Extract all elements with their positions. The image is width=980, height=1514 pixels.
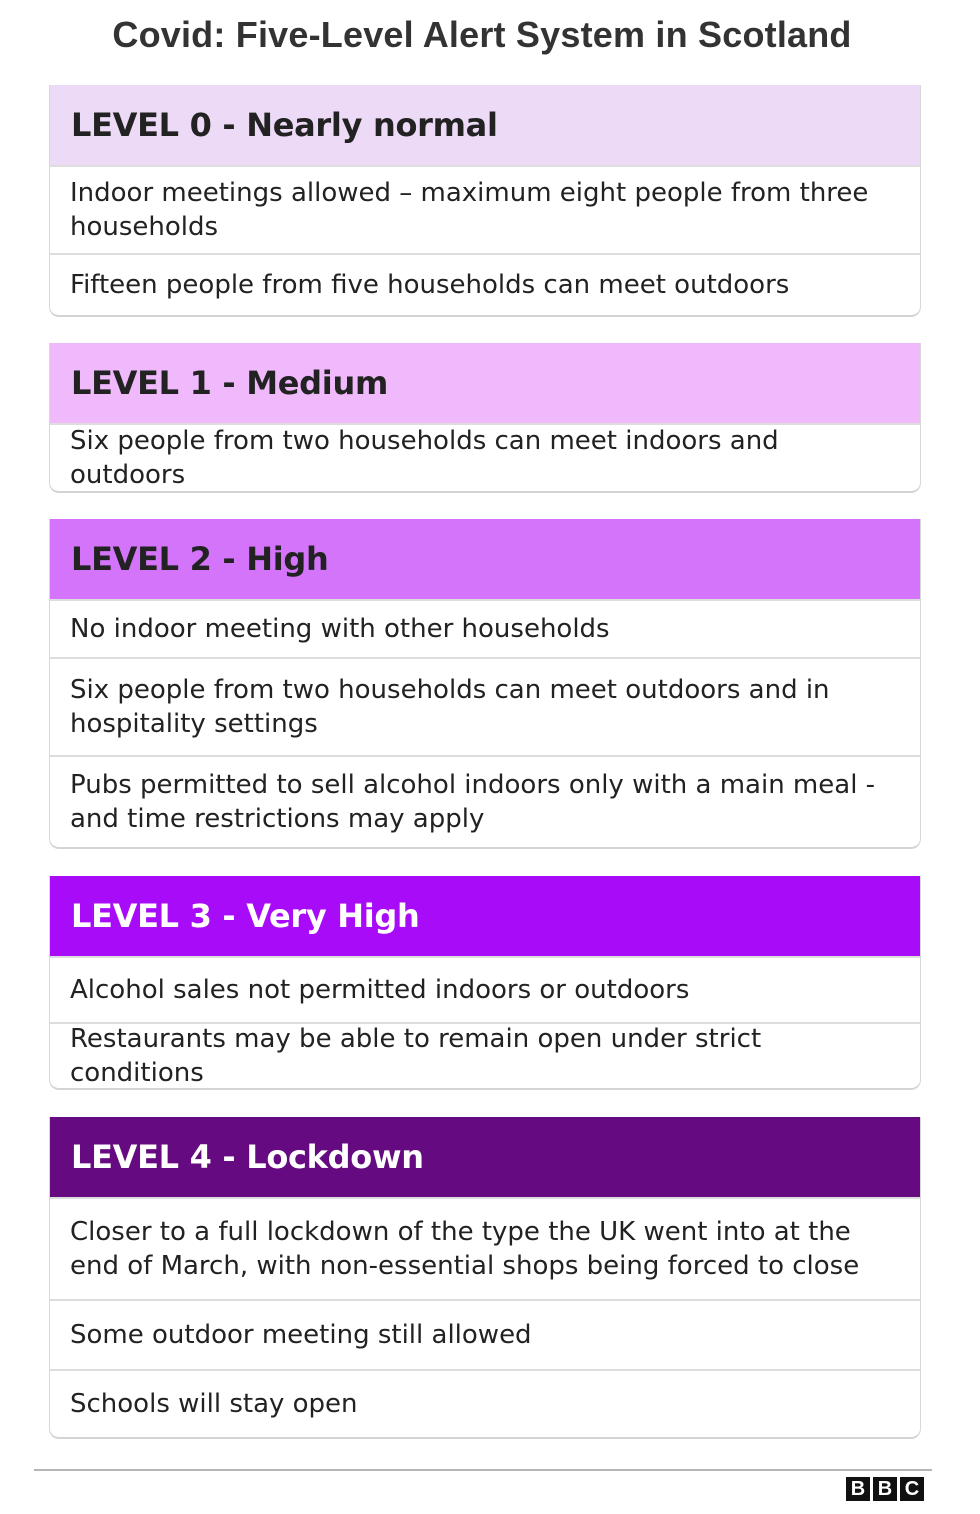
level-4-rule-2: Some outdoor meeting still allowed — [50, 1299, 920, 1369]
level-2-header: LEVEL 2 - High — [50, 519, 920, 599]
bbc-logo-block: B — [846, 1477, 870, 1501]
level-4-card — [49, 1117, 921, 1439]
level-4-rule-3: Schools will stay open — [50, 1369, 920, 1437]
level-3-header: LEVEL 3 - Very High — [50, 876, 920, 956]
level-3-rule-1: Alcohol sales not permitted indoors or outdoors — [50, 956, 920, 1022]
level-0-rule-1: Indoor meetings allowed – maximum eight people from three households — [50, 165, 920, 253]
bbc-logo-block: C — [900, 1477, 924, 1501]
bbc-logo — [846, 1477, 924, 1501]
level-0-header: LEVEL 0 - Nearly normal — [50, 85, 920, 165]
level-0-rule-2: Fifteen people from five households can meet outdoors — [50, 253, 920, 315]
level-0-card — [49, 85, 921, 317]
level-1-card — [49, 343, 921, 493]
footer-divider — [34, 1469, 932, 1471]
bbc-logo-block: B — [873, 1477, 897, 1501]
level-2-card — [49, 519, 921, 849]
level-1-rule-1: Six people from two households can meet indoors and outdoors — [50, 423, 920, 491]
level-2-rule-3: Pubs permitted to sell alcohol indoors only with a main meal - and time restrictions may apply — [50, 755, 920, 847]
page-title: Covid: Five-Level Alert System in Scotland — [112, 14, 852, 55]
level-2-rule-1: No indoor meeting with other households — [50, 599, 920, 657]
level-3-rule-2: Restaurants may be able to remain open under strict conditions — [50, 1022, 920, 1088]
level-4-rule-1: Closer to a full lockdown of the type the UK went into at the end of March, with non-essential shops being forced to close — [50, 1197, 920, 1299]
level-4-header: LEVEL 4 - Lockdown — [50, 1117, 920, 1197]
level-2-rule-2: Six people from two households can meet outdoors and in hospitality settings — [50, 657, 920, 755]
level-3-card — [49, 876, 921, 1090]
level-1-header: LEVEL 1 - Medium — [50, 343, 920, 423]
